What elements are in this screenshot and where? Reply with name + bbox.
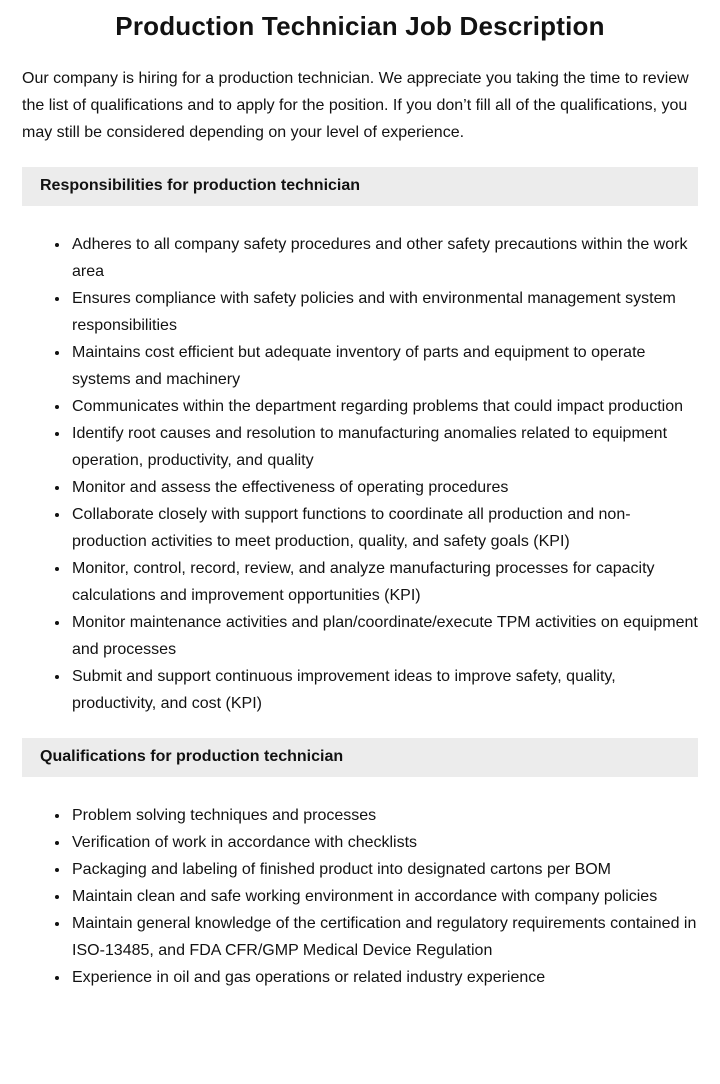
list-item: • Identify root causes and resolution to manufacturing anomalies related to equipment operation, productivity, and quality [70, 420, 698, 474]
list-item: • Submit and support continuous improvement ideas to improve safety, quality, productivity, and cost (KPI) [70, 663, 698, 717]
list-item: • Maintain clean and safe working environment in accordance with company policies [70, 883, 698, 910]
intro-paragraph: Our company is hiring for a production technician. We appreciate you taking the time to review the list of qualifications and to apply for the position. If you don’t fill all of the qualifications, you may still be considered depending on your level of experience. [22, 69, 689, 141]
responsibilities-heading: Responsibilities for production technician [22, 167, 698, 206]
list-item: • Packaging and labeling of finished product into designated cartons per BOM [70, 856, 698, 883]
list-item: • Ensures compliance with safety policies and with environmental management system responsibilities [70, 285, 698, 339]
list-item: • Maintains cost efficient but adequate inventory of parts and equipment to operate systems and machinery [70, 339, 698, 393]
list-item: • Experience in oil and gas operations or related industry experience [70, 964, 698, 991]
responsibilities-list [22, 231, 698, 717]
qualifications-section [22, 738, 698, 991]
page-title: Production Technician Job Description [115, 11, 605, 41]
qualifications-list [22, 802, 698, 991]
list-item: • Monitor and assess the effectiveness of operating procedures [70, 474, 698, 501]
list-item: • Communicates within the department regarding problems that could impact production [70, 393, 698, 420]
list-item: • Verification of work in accordance with checklists [70, 829, 698, 856]
list-item: • Collaborate closely with support functions to coordinate all production and non-production activities to meet production, quality, and safety goals (KPI) [70, 501, 698, 555]
list-item: • Maintain general knowledge of the certification and regulatory requirements contained in ISO-13485, and FDA CFR/GMP Medical Device Regulation [70, 910, 698, 964]
list-item: • Problem solving techniques and processes [70, 802, 698, 829]
qualifications-heading: Qualifications for production technician [22, 738, 698, 777]
list-item: • Monitor maintenance activities and plan/coordinate/execute TPM activities on equipment and processes [70, 609, 698, 663]
list-item: • Monitor, control, record, review, and analyze manufacturing processes for capacity calculations and improvement opportunities (KPI) [70, 555, 698, 609]
list-item: • Adheres to all company safety procedures and other safety precautions within the work area [70, 231, 698, 285]
responsibilities-section [22, 167, 698, 717]
